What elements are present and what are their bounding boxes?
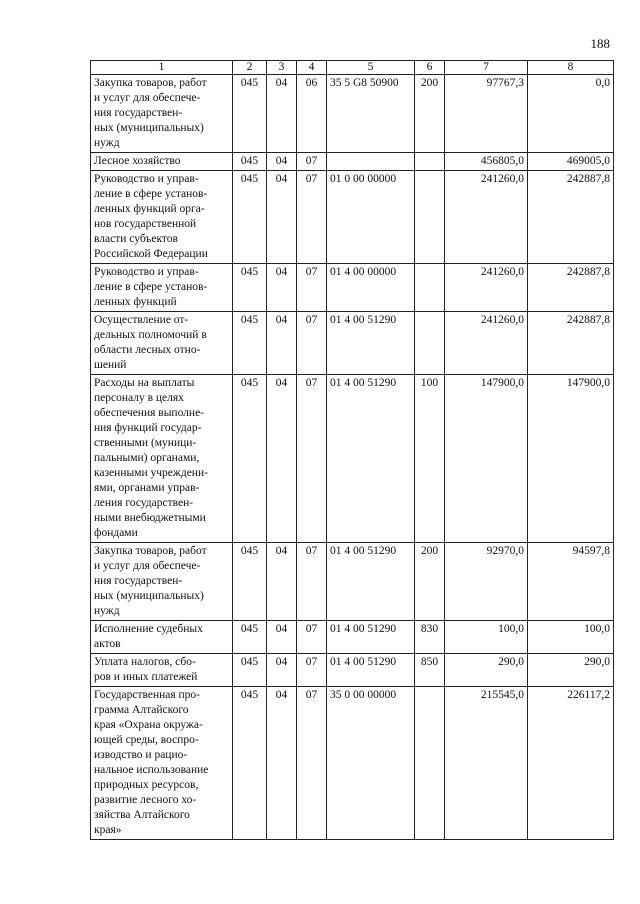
expense-type-code: 100 (415, 375, 445, 543)
section-code: 04 (267, 75, 297, 153)
expense-name: Руководство и управ- ление в сфере установ- ленных функций орга- нов государственной власти субъектов Российской Федерации (91, 171, 233, 264)
amount-year-1: 241260,0 (445, 312, 528, 375)
amount-year-2: 242887,8 (528, 312, 614, 375)
subsection-code: 07 (297, 543, 327, 621)
table-row (91, 543, 614, 621)
target-article-code: 35 0 00 00000 (327, 687, 415, 840)
ministry-code: 045 (233, 171, 267, 264)
expense-type-code (415, 312, 445, 375)
subsection-code: 07 (297, 654, 327, 687)
amount-year-1: 147900,0 (445, 375, 528, 543)
column-header: 1 (91, 61, 233, 75)
amount-year-1: 97767,3 (445, 75, 528, 153)
column-header: 3 (267, 61, 297, 75)
ministry-code: 045 (233, 543, 267, 621)
expense-type-code (415, 153, 445, 171)
section-code: 04 (267, 375, 297, 543)
ministry-code: 045 (233, 654, 267, 687)
subsection-code: 07 (297, 264, 327, 312)
expense-name: Государственная про- грамма Алтайского края «Охрана окружа- ющей среды, воспро- изводство и рацио- нальное использование природных ресурсов, развитие лесного хо- зяйства Алтайского края» (91, 687, 233, 840)
table-header-row (91, 61, 614, 75)
target-article-code: 01 4 00 51290 (327, 654, 415, 687)
expense-name: Осуществление от- дельных полномочий в области лесных отно- шений (91, 312, 233, 375)
expense-name: Лесное хозяйство (91, 153, 233, 171)
expense-name: Исполнение судебных актов (91, 621, 233, 654)
target-article-code: 01 4 00 51290 (327, 621, 415, 654)
ministry-code: 045 (233, 75, 267, 153)
expense-type-code: 830 (415, 621, 445, 654)
column-header: 6 (415, 61, 445, 75)
table-row (91, 375, 614, 543)
table-row (91, 153, 614, 171)
section-code: 04 (267, 264, 297, 312)
section-code: 04 (267, 621, 297, 654)
ministry-code: 045 (233, 264, 267, 312)
amount-year-1: 92970,0 (445, 543, 528, 621)
subsection-code: 07 (297, 171, 327, 264)
column-header: 2 (233, 61, 267, 75)
subsection-code: 06 (297, 75, 327, 153)
section-code: 04 (267, 312, 297, 375)
amount-year-1: 100,0 (445, 621, 528, 654)
amount-year-1: 215545,0 (445, 687, 528, 840)
table-row (91, 621, 614, 654)
amount-year-2: 242887,8 (528, 171, 614, 264)
amount-year-2: 94597,8 (528, 543, 614, 621)
expense-type-code (415, 687, 445, 840)
budget-table (90, 60, 614, 840)
section-code: 04 (267, 654, 297, 687)
expense-type-code: 200 (415, 543, 445, 621)
amount-year-2: 469005,0 (528, 153, 614, 171)
target-article-code: 01 4 00 00000 (327, 264, 415, 312)
ministry-code: 045 (233, 687, 267, 840)
column-header: 5 (327, 61, 415, 75)
subsection-code: 07 (297, 153, 327, 171)
expense-type-code: 850 (415, 654, 445, 687)
subsection-code: 07 (297, 687, 327, 840)
target-article-code: 01 4 00 51290 (327, 375, 415, 543)
subsection-code: 07 (297, 375, 327, 543)
table-row (91, 264, 614, 312)
table-row (91, 312, 614, 375)
target-article-code: 01 4 00 51290 (327, 543, 415, 621)
expense-name: Уплата налогов, сбо- ров и иных платежей (91, 654, 233, 687)
amount-year-1: 241260,0 (445, 171, 528, 264)
ministry-code: 045 (233, 153, 267, 171)
table-row (91, 687, 614, 840)
section-code: 04 (267, 153, 297, 171)
table-row (91, 654, 614, 687)
target-article-code: 35 5 G8 50900 (327, 75, 415, 153)
amount-year-2: 226117,2 (528, 687, 614, 840)
target-article-code: 01 4 00 51290 (327, 312, 415, 375)
amount-year-1: 241260,0 (445, 264, 528, 312)
section-code: 04 (267, 171, 297, 264)
target-article-code (327, 153, 415, 171)
amount-year-2: 0,0 (528, 75, 614, 153)
column-header: 4 (297, 61, 327, 75)
ministry-code: 045 (233, 375, 267, 543)
expense-name: Закупка товаров, работ и услуг для обеспече- ния государствен- ных (муниципальных) нужд (91, 543, 233, 621)
expense-name: Руководство и управ- ление в сфере установ- ленных функций (91, 264, 233, 312)
table-row (91, 75, 614, 153)
page-number: 188 (590, 36, 610, 51)
section-code: 04 (267, 543, 297, 621)
expense-name: Закупка товаров, работ и услуг для обеспече- ния государствен- ных (муниципальных) нужд (91, 75, 233, 153)
subsection-code: 07 (297, 621, 327, 654)
expense-type-code: 200 (415, 75, 445, 153)
section-code: 04 (267, 687, 297, 840)
amount-year-1: 290,0 (445, 654, 528, 687)
column-header: 7 (445, 61, 528, 75)
amount-year-2: 100,0 (528, 621, 614, 654)
ministry-code: 045 (233, 621, 267, 654)
amount-year-2: 290,0 (528, 654, 614, 687)
amount-year-2: 147900,0 (528, 375, 614, 543)
amount-year-1: 456805,0 (445, 153, 528, 171)
table-row (91, 171, 614, 264)
ministry-code: 045 (233, 312, 267, 375)
column-header: 8 (528, 61, 614, 75)
expense-type-code (415, 264, 445, 312)
amount-year-2: 242887,8 (528, 264, 614, 312)
expense-type-code (415, 171, 445, 264)
expense-name: Расходы на выплаты персоналу в целях обеспечения выполне- ния функций государ- ственными (муници- пальными) органами, казенными учреждени- ями, органами управ- ления государствен- ными внебюджетными фондами (91, 375, 233, 543)
subsection-code: 07 (297, 312, 327, 375)
target-article-code: 01 0 00 00000 (327, 171, 415, 264)
